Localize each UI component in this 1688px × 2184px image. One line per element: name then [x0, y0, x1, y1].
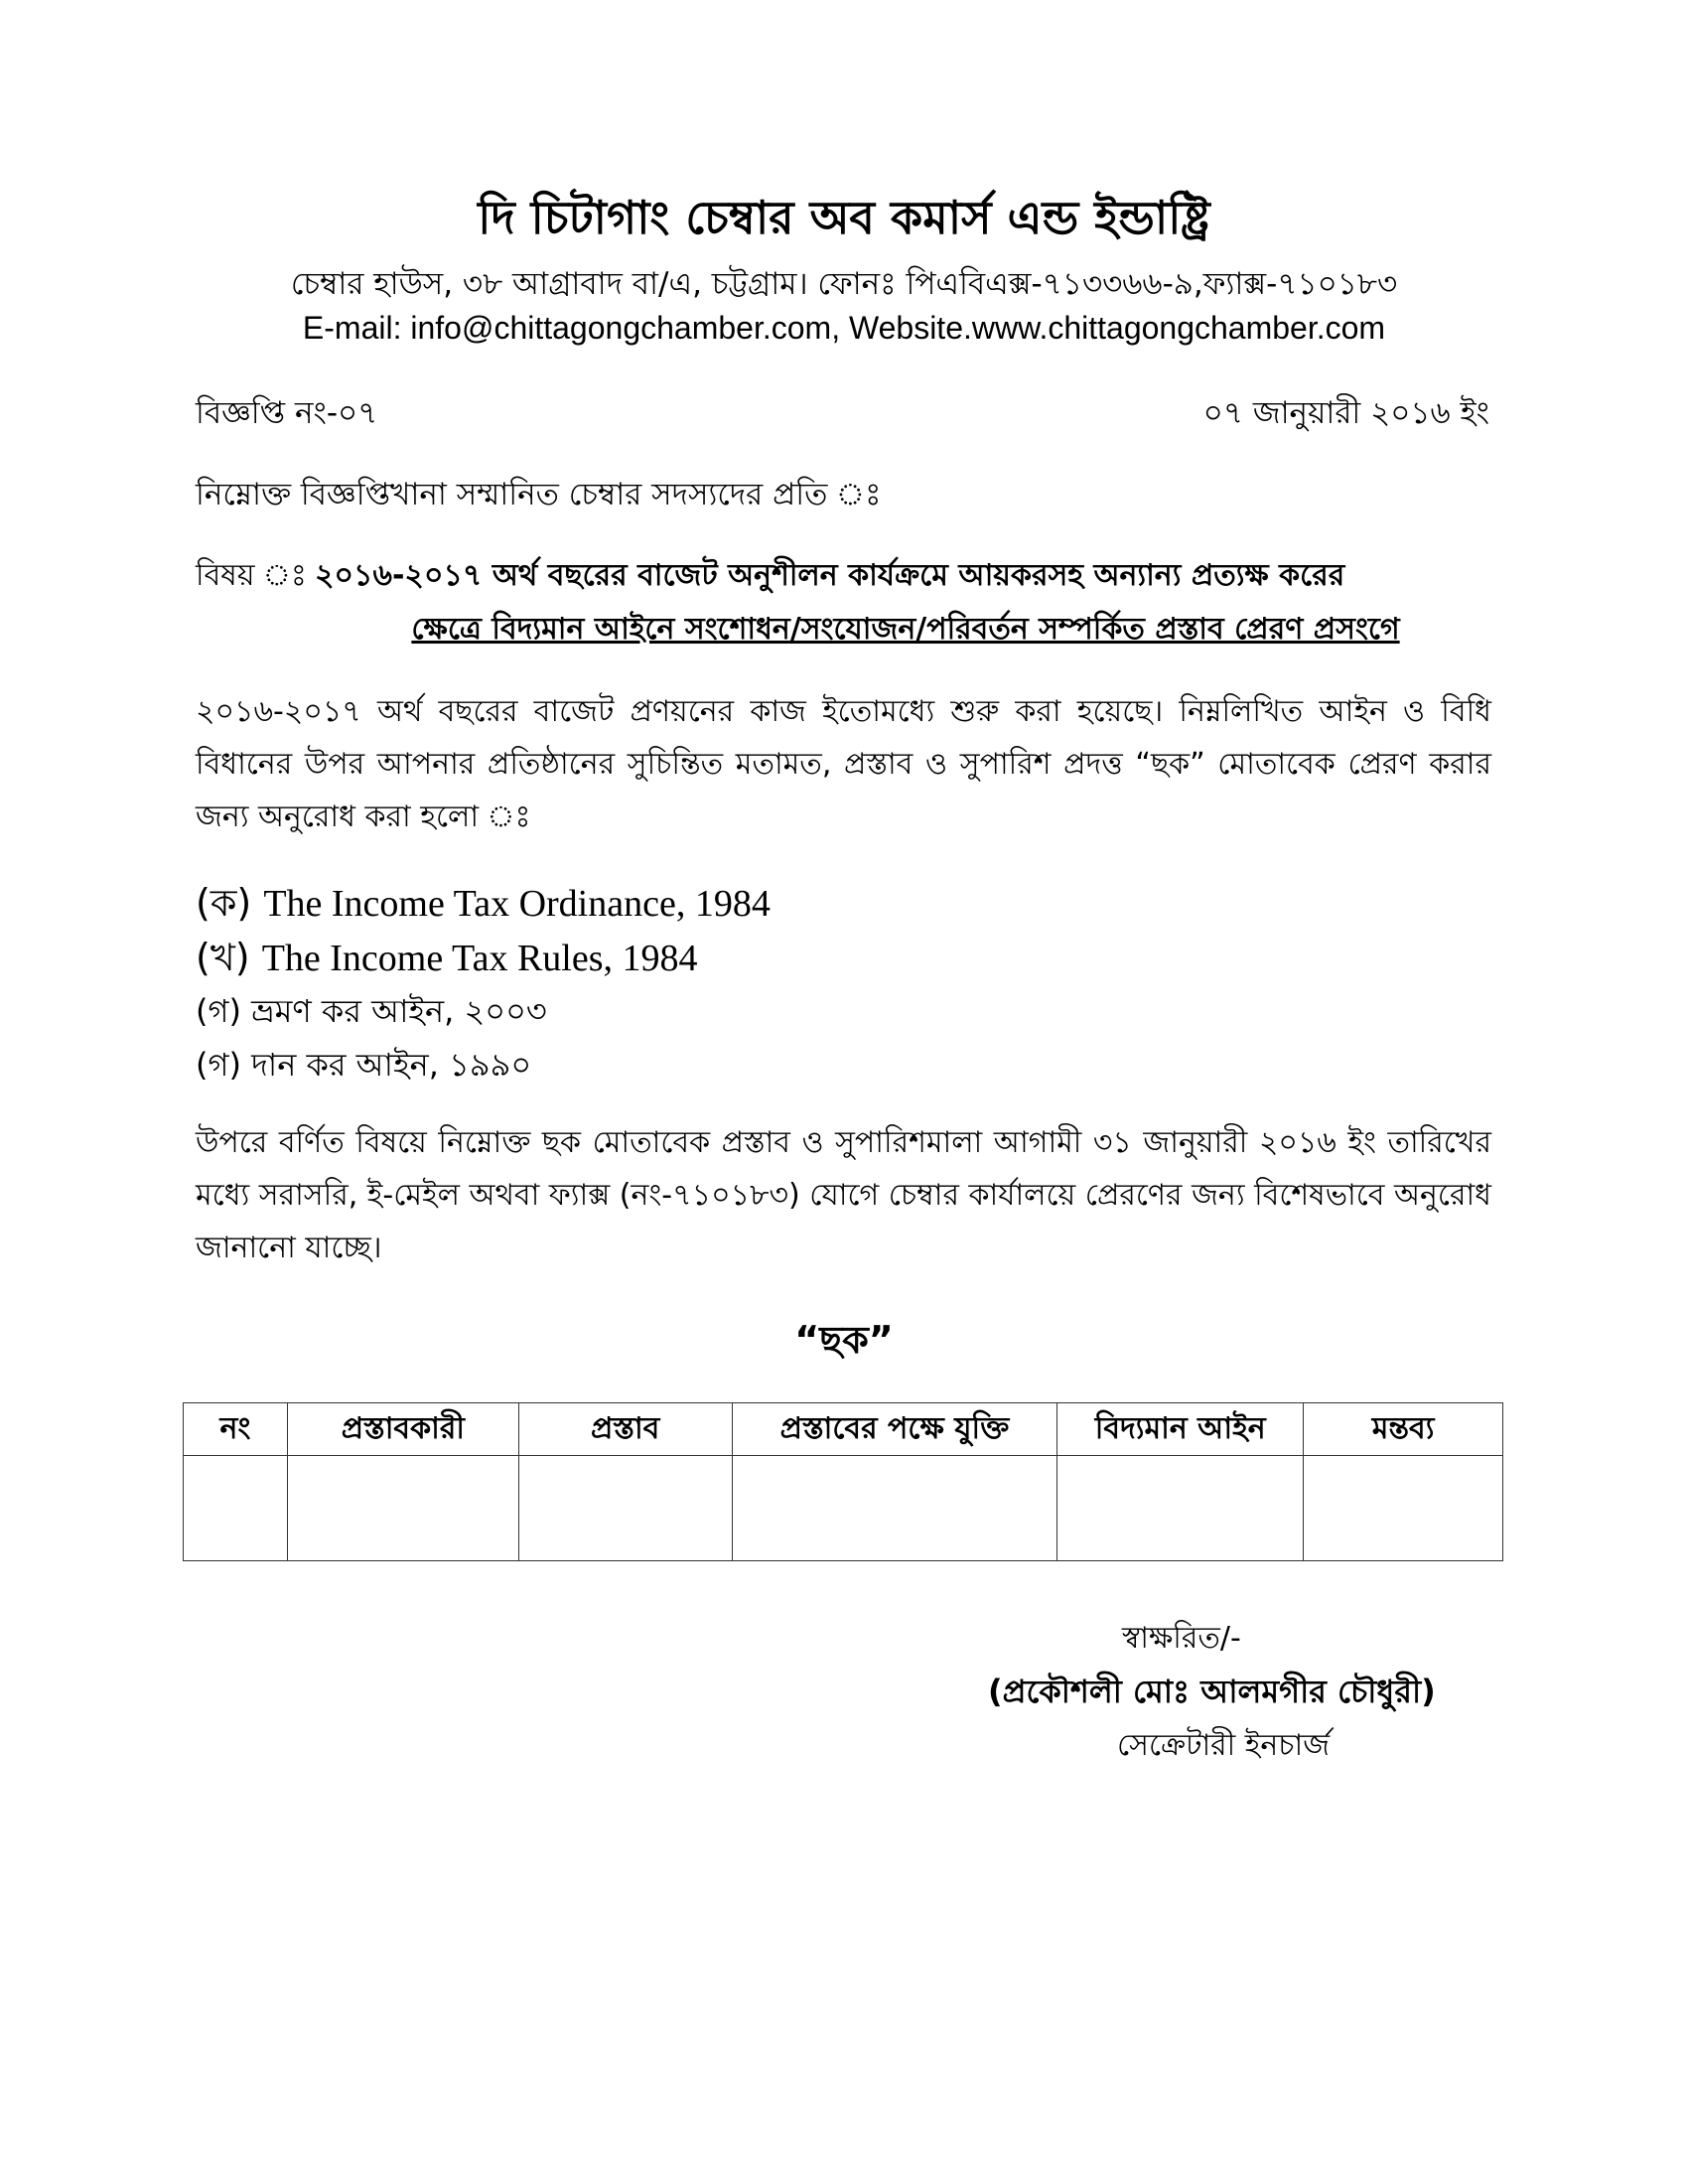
column-header-existing-law: বিদ্যমান আইন — [1057, 1403, 1304, 1456]
table-cell-existing-law — [1057, 1456, 1304, 1561]
organization-address: চেম্বার হাউস, ৩৮ আগ্রাবাদ বা/এ, চট্টগ্রাম। ফোনঃ পিএবিএক্স-৭১৩৩৬৬-৯,ফ্যাক্স-৭১০১৮৩ — [290, 266, 1398, 302]
subject-label: বিষয় ঃ — [196, 558, 307, 593]
law-list-item — [196, 929, 698, 992]
law-list-item — [196, 986, 547, 1040]
table-cell-proposal — [518, 1456, 732, 1561]
law-marker: (খ) — [196, 936, 262, 979]
law-name: ভ্রমণ কর আইন, ২০০৩ — [251, 992, 547, 1030]
signatory-name: (প্রকৌশলী মোঃ আলমগীর চৌধুরী) — [988, 1673, 1436, 1710]
organization-contact: E-mail: info@chittagongchamber.com, Website.www.chittagongchamber.com — [302, 310, 1386, 346]
law-name: দান কর আইন, ১৯৯০ — [251, 1046, 532, 1084]
signatory-designation: সেক্রেটারী ইনচার্জ — [1117, 1728, 1331, 1763]
law-name: The Income Tax Ordinance, 1984 — [263, 883, 771, 925]
recipient-line: নিম্নোক্ত বিজ্ঞপ্তিখানা সম্মানিত চেম্বার সদস্যদের প্রতি ঃ — [196, 477, 882, 512]
law-list-item — [196, 1040, 531, 1093]
notice-number: বিজ্ঞপ্তি নং-০৭ — [196, 395, 378, 431]
subject-line-2: ক্ষেত্রে বিদ্যমান আইনে সংশোধন/সংযোজন/পরিবর্তন সম্পর্কিত প্রস্তাব প্রেরণ প্রসংগে — [411, 612, 1400, 647]
table-cell-remarks — [1304, 1456, 1503, 1561]
column-header-remarks: মন্তব্য — [1304, 1403, 1503, 1456]
proposal-form-table — [183, 1402, 1503, 1561]
law-name: The Income Tax Rules, 1984 — [261, 938, 698, 979]
notice-date: ০৭ জানুয়ারী ২০১৬ ইং — [1202, 395, 1489, 431]
table-row — [184, 1456, 1503, 1561]
form-heading: “ছক” — [794, 1318, 894, 1362]
table-cell-proposer — [287, 1456, 518, 1561]
body-paragraph-1: ২০১৬-২০১৭ অর্থ বছরের বাজেট প্রণয়নের কাজ ইতোমধ্যে শুরু করা হয়েছে। নিম্নলিখিত আইন ও বিধি বিধানের উপর আপনার প্রতিষ্ঠানের সুচিন্তিত মতামত, প্রস্তাব ও সুপারিশ প্রদত্ত “ছক” মোতাবেক প্রেরণ করার জন্য অনুরোধ করা হলো ঃ — [196, 694, 1491, 834]
column-header-justification: প্রস্তাবের পক্ষে যুক্তি — [732, 1403, 1057, 1456]
law-marker: (গ) — [196, 1046, 252, 1084]
law-marker: (গ) — [196, 992, 252, 1030]
law-marker: (ক) — [196, 881, 264, 925]
subject-line-1: ২০১৬-২০১৭ অর্থ বছরের বাজেট অনুশীলন কার্যক্রমে আয়করসহ অন্যান্য প্রত্যক্ষ করের — [315, 558, 1345, 593]
column-header-proposal: প্রস্তাব — [518, 1403, 732, 1456]
organization-title: দি চিটাগাং চেম্বার অব কমার্স এন্ড ইন্ডাষ্ট্রি — [478, 191, 1210, 244]
column-header-proposer: প্রস্তাবকারী — [287, 1403, 518, 1456]
column-header-serial: নং — [184, 1403, 288, 1456]
table-cell-serial — [184, 1456, 288, 1561]
table-header-row — [184, 1403, 1503, 1456]
body-paragraph-2: উপরে বর্ণিত বিষয়ে নিম্নোক্ত ছক মোতাবেক প্রস্তাব ও সুপারিশমালা আগামী ৩১ জানুয়ারী ২০১৬ ইং তারিখের মধ্যে সরাসরি, ই-মেইল অথবা ফ্যাক্স (নং-৭১০১৮৩) যোগে চেম্বার কার্যালয়ে প্রেরণের জন্য বিশেষভাবে অনুরোধ জানানো যাচ্ছে। — [196, 1125, 1491, 1265]
table-cell-justification — [732, 1456, 1057, 1561]
signature-signed: স্বাক্ষরিত/- — [1122, 1621, 1241, 1656]
